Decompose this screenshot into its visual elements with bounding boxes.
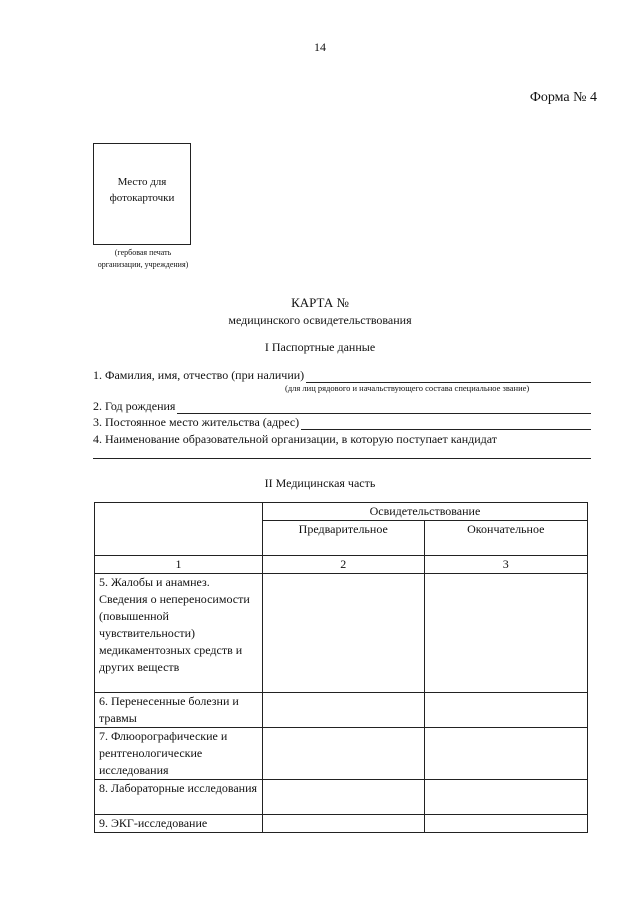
column-number: 1 xyxy=(95,556,263,574)
table-row xyxy=(95,693,588,728)
field-label: 2. Год рождения xyxy=(93,399,176,413)
cell-final[interactable] xyxy=(424,693,587,728)
fill-line[interactable] xyxy=(177,402,591,414)
stamp-note-line2: организации, учреждения) xyxy=(97,260,189,269)
cell-preliminary[interactable] xyxy=(262,693,424,728)
group-header: Освидетельствование xyxy=(262,503,587,521)
field-label: 3. Постоянное место жительства (адрес) xyxy=(93,415,300,429)
field-full-name xyxy=(93,368,591,383)
cell-final[interactable] xyxy=(424,780,587,815)
field-organization xyxy=(93,432,591,447)
row-label: 5. Жалобы и анамнез. Сведения о непереносимости (повышенной чувствительности) медикаментозных средств и других веществ xyxy=(95,574,263,693)
fill-line[interactable] xyxy=(93,458,591,459)
stamp-note xyxy=(70,247,216,271)
cell-preliminary[interactable] xyxy=(262,574,424,693)
section2-title: II Медицинская часть xyxy=(264,476,376,490)
field-address xyxy=(93,415,591,430)
card-subtitle: медицинского освидетельствования xyxy=(228,313,412,327)
photo-caption xyxy=(94,174,190,206)
table-row xyxy=(95,728,588,780)
fill-line[interactable] xyxy=(301,418,591,430)
field-label: 4. Наименование образовательной организации, в которую поступает кандидат xyxy=(93,432,498,446)
page-number: 14 xyxy=(314,40,326,54)
medical-table xyxy=(94,502,588,833)
field-birth-year xyxy=(93,399,591,414)
column-number: 3 xyxy=(424,556,587,574)
cell-preliminary[interactable] xyxy=(262,780,424,815)
row-label: 7. Флюорографические и рентгенологические исследования xyxy=(95,728,263,780)
photo-caption-line2: фотокарточки xyxy=(109,192,175,204)
table-row xyxy=(95,815,588,833)
section1-title: I Паспортные данные xyxy=(264,340,376,354)
table-corner-cell xyxy=(95,503,263,556)
cell-final[interactable] xyxy=(424,728,587,780)
column-header: Предварительное xyxy=(262,521,424,556)
cell-preliminary[interactable] xyxy=(262,728,424,780)
column-header: Окончательное xyxy=(424,521,587,556)
table-row xyxy=(95,574,588,693)
photo-caption-line1: Место для xyxy=(117,176,167,188)
table-row xyxy=(95,780,588,815)
row-label: 8. Лабораторные исследования xyxy=(95,780,263,815)
column-number: 2 xyxy=(262,556,424,574)
cell-final[interactable] xyxy=(424,574,587,693)
field-label: 1. Фамилия, имя, отчество (при наличии) xyxy=(93,368,305,382)
field-note: (для лиц рядового и начальствующего состава специальное звание) xyxy=(285,383,530,393)
row-label: 9. ЭКГ-исследование xyxy=(95,815,263,833)
photo-placeholder xyxy=(93,143,191,245)
cell-preliminary[interactable] xyxy=(262,815,424,833)
form-label: Форма № 4 xyxy=(529,90,597,105)
stamp-note-line1: (гербовая печать xyxy=(114,248,172,257)
cell-final[interactable] xyxy=(424,815,587,833)
fill-line[interactable] xyxy=(306,371,591,383)
row-label: 6. Перенесенные болезни и травмы xyxy=(95,693,263,728)
card-title: КАРТА № xyxy=(291,295,349,310)
